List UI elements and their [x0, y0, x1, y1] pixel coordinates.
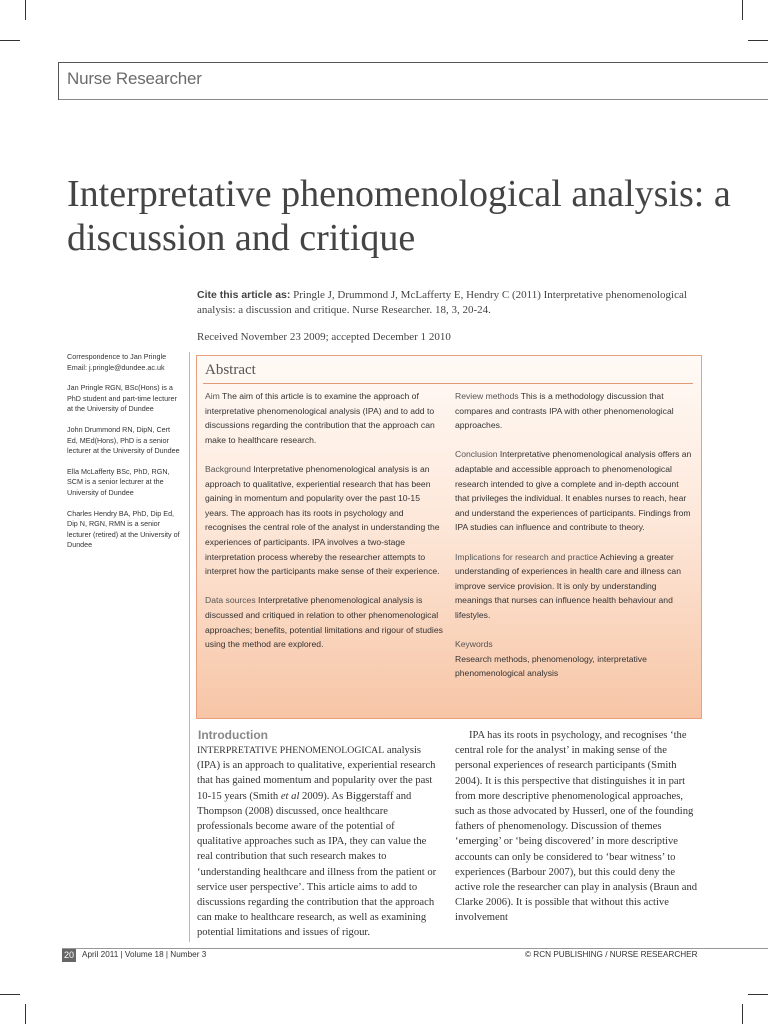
author-note: Jan Pringle RGN, BSc(Hons) is a PhD student and part-time lecturer at the University of Dundee — [67, 383, 177, 414]
abstract-heading: Abstract — [205, 362, 256, 378]
crop-mark — [0, 40, 20, 41]
aim-label: Aim — [205, 391, 220, 401]
review-label: Review methods — [455, 391, 519, 401]
header-rule-bottom — [58, 99, 768, 100]
body-paragraph: IPA has its roots in psychology, and recognises ‘the central role for the analyst’ in making sense of the personal experiences of research participants (Smith 2004). It is this perspective that distinguishes it in part from more descriptive phenomenological approaches, such as those advocated by Husserl, one of the founding fathers of phenomenology. Discussion of themes ‘emerging’ or ‘being discovered’ in more descriptive accounts can only be considered to ‘bear witness’ to experiences (Barbour 2007), but this could deny the active role the researcher can play in analysis (Braun and Clarke 2006). It is possible that without this active involvement — [455, 730, 698, 924]
abstract-background — [205, 462, 445, 579]
author-note: Ella McLafferty BSc, PhD, RGN, SCM is a senior lecturer at the University of Dundee — [67, 466, 170, 497]
keywords-text: Research methods, phenomenology, interpretative phenomenological analysis — [455, 653, 647, 679]
citation-label: Cite this article as: — [197, 289, 291, 301]
abstract-review — [455, 389, 695, 433]
author-sidebar — [67, 352, 182, 561]
article-title: Interpretative phenomenological analysis: a discussion and critique — [67, 173, 731, 259]
introduction-heading: Introduction — [198, 728, 268, 742]
implications-text: Achieving a greater understanding of experiences in health care and illness can improve service provision. It is only by understanding meanings that nurses can influence health behaviour and lifestyles. — [455, 551, 681, 620]
correspondence: Correspondence to Jan Pringle Email: j.pringle@dundee.ac.uk — [67, 352, 167, 372]
issue-info: April 2011 | Volume 18 | Number 3 — [82, 950, 207, 959]
header-rule-top — [58, 62, 768, 63]
body-right-column — [455, 728, 700, 926]
page-number: 20 — [63, 950, 74, 960]
abstract-implications — [455, 550, 695, 623]
citation — [197, 288, 707, 318]
crop-mark — [748, 40, 768, 41]
journal-name: Nurse Researcher — [67, 69, 202, 88]
header-rule-left — [58, 62, 59, 100]
review-text: This is a methodology discussion that compares and contrasts IPA with other phenomenological approaches. — [455, 391, 674, 431]
abstract-aim — [205, 389, 445, 447]
publisher-info: © RCN PUBLISHING / NURSE RESEARCHER — [525, 950, 698, 959]
crop-mark — [742, 0, 743, 20]
author-note: Charles Hendry BA, PhD, Dip Ed, Dip N, RGN, RMN is a senior lecturer (retired) at the University of Dundee — [67, 508, 180, 550]
intro-etal: et al — [280, 790, 300, 802]
intro-text-a: analysis (IPA) is an approach to qualitative, experiential research that has gained momentum and popularity over the past 10-15 years (Smith — [197, 745, 436, 802]
crop-mark — [0, 994, 20, 995]
intro-paragraph — [197, 743, 442, 941]
abstract-left-column — [205, 389, 445, 666]
data-sources-label: Data sources — [205, 595, 256, 606]
received-date: Received November 23 2009; accepted December 1 2010 — [197, 331, 451, 343]
conclusion-label: Conclusion — [455, 449, 498, 460]
citation-text: Pringle J, Drummond J, McLafferty E, Hendry C (2011) Interpretative phenomenological analysis: a discussion and critique. Nurse Researcher. 18, 3, 20-24. — [197, 289, 687, 316]
aim-text: The aim of this article is to examine the approach of interpretative phenomenological analysis (IPA) and to add to discussions regarding the contribution that the approach can make to healthcare research. — [205, 391, 435, 445]
intro-lead: INTERPRETATIVE PHENOMENOLOGICAL — [197, 745, 385, 756]
data-sources-text: Interpretative phenomenological analysis is discussed and critiqued in relation to other phenomenological approaches; benefits, potential limitations and rigour of studies using the method are explored. — [205, 595, 443, 650]
implications-label: Implications for research and practice — [455, 551, 598, 562]
background-label: Background — [205, 463, 251, 474]
author-note: John Drummond RN, DipN, Cert Ed, MEd(Hons), PhD is a senior lecturer at the University of Dundee — [67, 424, 180, 456]
body-left-column — [197, 743, 442, 941]
crop-mark — [25, 0, 26, 20]
footer-rule — [62, 948, 768, 949]
crop-mark — [748, 994, 768, 995]
keywords-label: Keywords — [455, 639, 493, 650]
abstract-rule — [203, 383, 693, 384]
conclusion-text: Interpretative phenomenological analysis offers an adaptable and accessible approach to phenomenological research intended to give a complete and in-depth account that privileges the individual. It enables nurses to reach, hear and understand the experiences of participants. Findings from IPA studies can influence and contribute to theory. — [455, 449, 692, 533]
crop-mark — [742, 1004, 743, 1024]
abstract-right-column — [455, 389, 695, 681]
abstract-conclusion — [455, 447, 695, 535]
background-text: Interpretative phenomenological analysis is an approach to qualitative, experiential research that has been gaining in momentum and popularity over the past 10-15 years. The approach has its roots in psychology and recognises the central role of the analyst in understanding the experiences of participants. IPA involves a two-stage interpretation process whereby the researcher attempts to interpret how the participants make sense of their experience. — [205, 463, 440, 577]
abstract-keywords — [455, 637, 695, 681]
intro-text-b: 2009). As Biggerstaff and Thompson (2008) discussed, once healthcare professionals become aware of the potential of qualitative approaches such as IPA, they can value the real contribution that such research makes to ‘understanding healthcare and illness from the patient or service user perspective’. This article aims to add to discussions regarding the contribution that the approach can make to healthcare research, as well as examining potential limitations and issues of rigour. — [197, 790, 437, 939]
abstract-data-sources — [205, 593, 445, 651]
crop-mark — [25, 1004, 26, 1024]
column-divider — [189, 352, 190, 942]
